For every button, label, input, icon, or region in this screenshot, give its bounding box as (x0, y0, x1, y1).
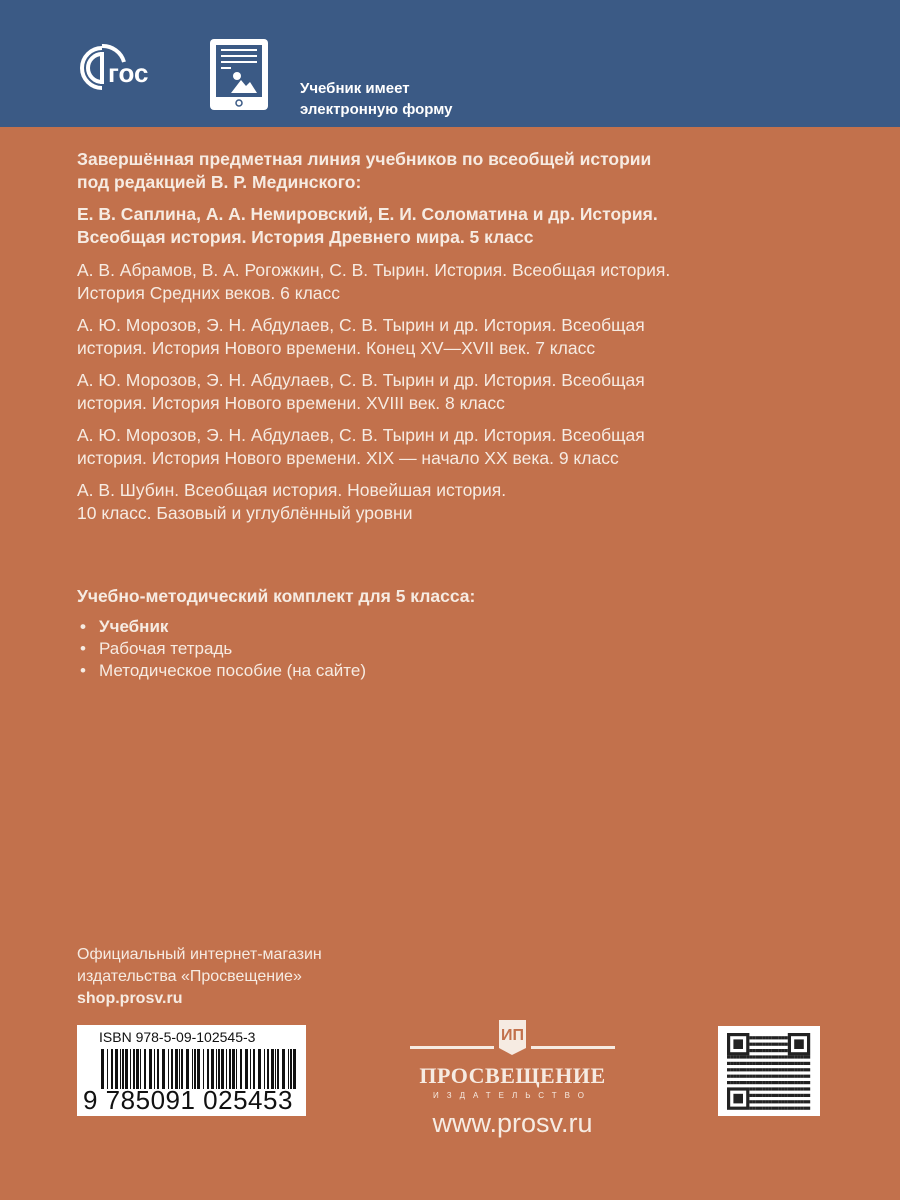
book-line: история. История Нового времени. Конец XV—XVII век. 7 класс (77, 338, 596, 358)
book-line: Всеобщая история. История Древнего мира. 5 класс (77, 227, 534, 247)
top-band (0, 0, 900, 127)
book-line: История Средних веков. 6 класс (77, 283, 341, 303)
isbn-barcode (77, 1025, 306, 1116)
svg-text:гос: гос (108, 58, 149, 88)
book-item (77, 259, 877, 305)
book-line: А. В. Шубин. Всеобщая история. Новейшая история. (77, 480, 507, 500)
shop-url[interactable]: shop.prosv.ru (77, 990, 183, 1007)
series-heading (77, 148, 877, 194)
kit-list (80, 616, 366, 682)
qr-code[interactable] (718, 1026, 820, 1116)
barcode-bars (101, 1049, 301, 1089)
kit-heading: Учебно-методический комплект для 5 класса: (77, 586, 476, 606)
svg-text:ИП: ИП (501, 1027, 524, 1044)
book-item (77, 203, 877, 249)
book-item (77, 369, 877, 415)
kit-item: • Учебник (80, 616, 366, 638)
eform-line: электронную форму (300, 101, 453, 118)
shop-info (77, 944, 877, 1010)
shop-line: издательства «Просвещение» (77, 968, 302, 985)
eform-line: Учебник имеет (300, 80, 410, 97)
publisher-logo[interactable] (410, 1018, 615, 1139)
qr-code-pattern (718, 1026, 820, 1116)
book-line: история. История Нового времени. XIX — начало XX века. 9 класс (77, 448, 619, 468)
shop-line: Официальный интернет-магазин (77, 946, 322, 963)
book-item (77, 314, 877, 360)
book-line: А. Ю. Морозов, Э. Н. Абдулаев, С. В. Тырин и др. История. Всеобщая (77, 425, 645, 445)
publisher-name: ПРОСВЕЩЕНИЕ (419, 1063, 606, 1088)
book-item (77, 424, 877, 470)
kit-item: • Рабочая тетрадь (80, 638, 366, 660)
book-line: Е. В. Саплина, А. А. Немировский, Е. И. Соломатина и др. История. (77, 204, 658, 224)
book-line: А. Ю. Морозов, Э. Н. Абдулаев, С. В. Тырин и др. История. Всеобщая (77, 315, 645, 335)
book-line: А. Ю. Морозов, Э. Н. Абдулаев, С. В. Тырин и др. История. Всеобщая (77, 370, 645, 390)
publisher-emblem-icon (410, 1018, 615, 1056)
heading-line: Завершённая предметная линия учебников по всеобщей истории (77, 149, 652, 169)
fgos-logo (78, 42, 178, 92)
isbn-text: ISBN 978-5-09-102545-3 (99, 1029, 256, 1045)
book-line: история. История Нового времени. XVIII век. 8 класс (77, 393, 505, 413)
heading-line: под редакцией В. Р. Мединского: (77, 172, 362, 192)
publisher-subtitle: ИЗДАТЕЛЬСТВО (433, 1091, 592, 1100)
barcode-digits: 9 785091 025453 (83, 1085, 293, 1115)
electronic-form-label (300, 78, 453, 120)
book-item (77, 479, 877, 525)
publisher-url[interactable]: www.prosv.ru (432, 1108, 593, 1138)
kit-item: • Методическое пособие (на сайте) (80, 660, 366, 682)
tablet-icon (209, 38, 269, 111)
book-line: А. В. Абрамов, В. А. Рогожкин, С. В. Тырин. История. Всеобщая история. (77, 260, 671, 280)
book-line: 10 класс. Базовый и углублённый уровни (77, 503, 413, 523)
